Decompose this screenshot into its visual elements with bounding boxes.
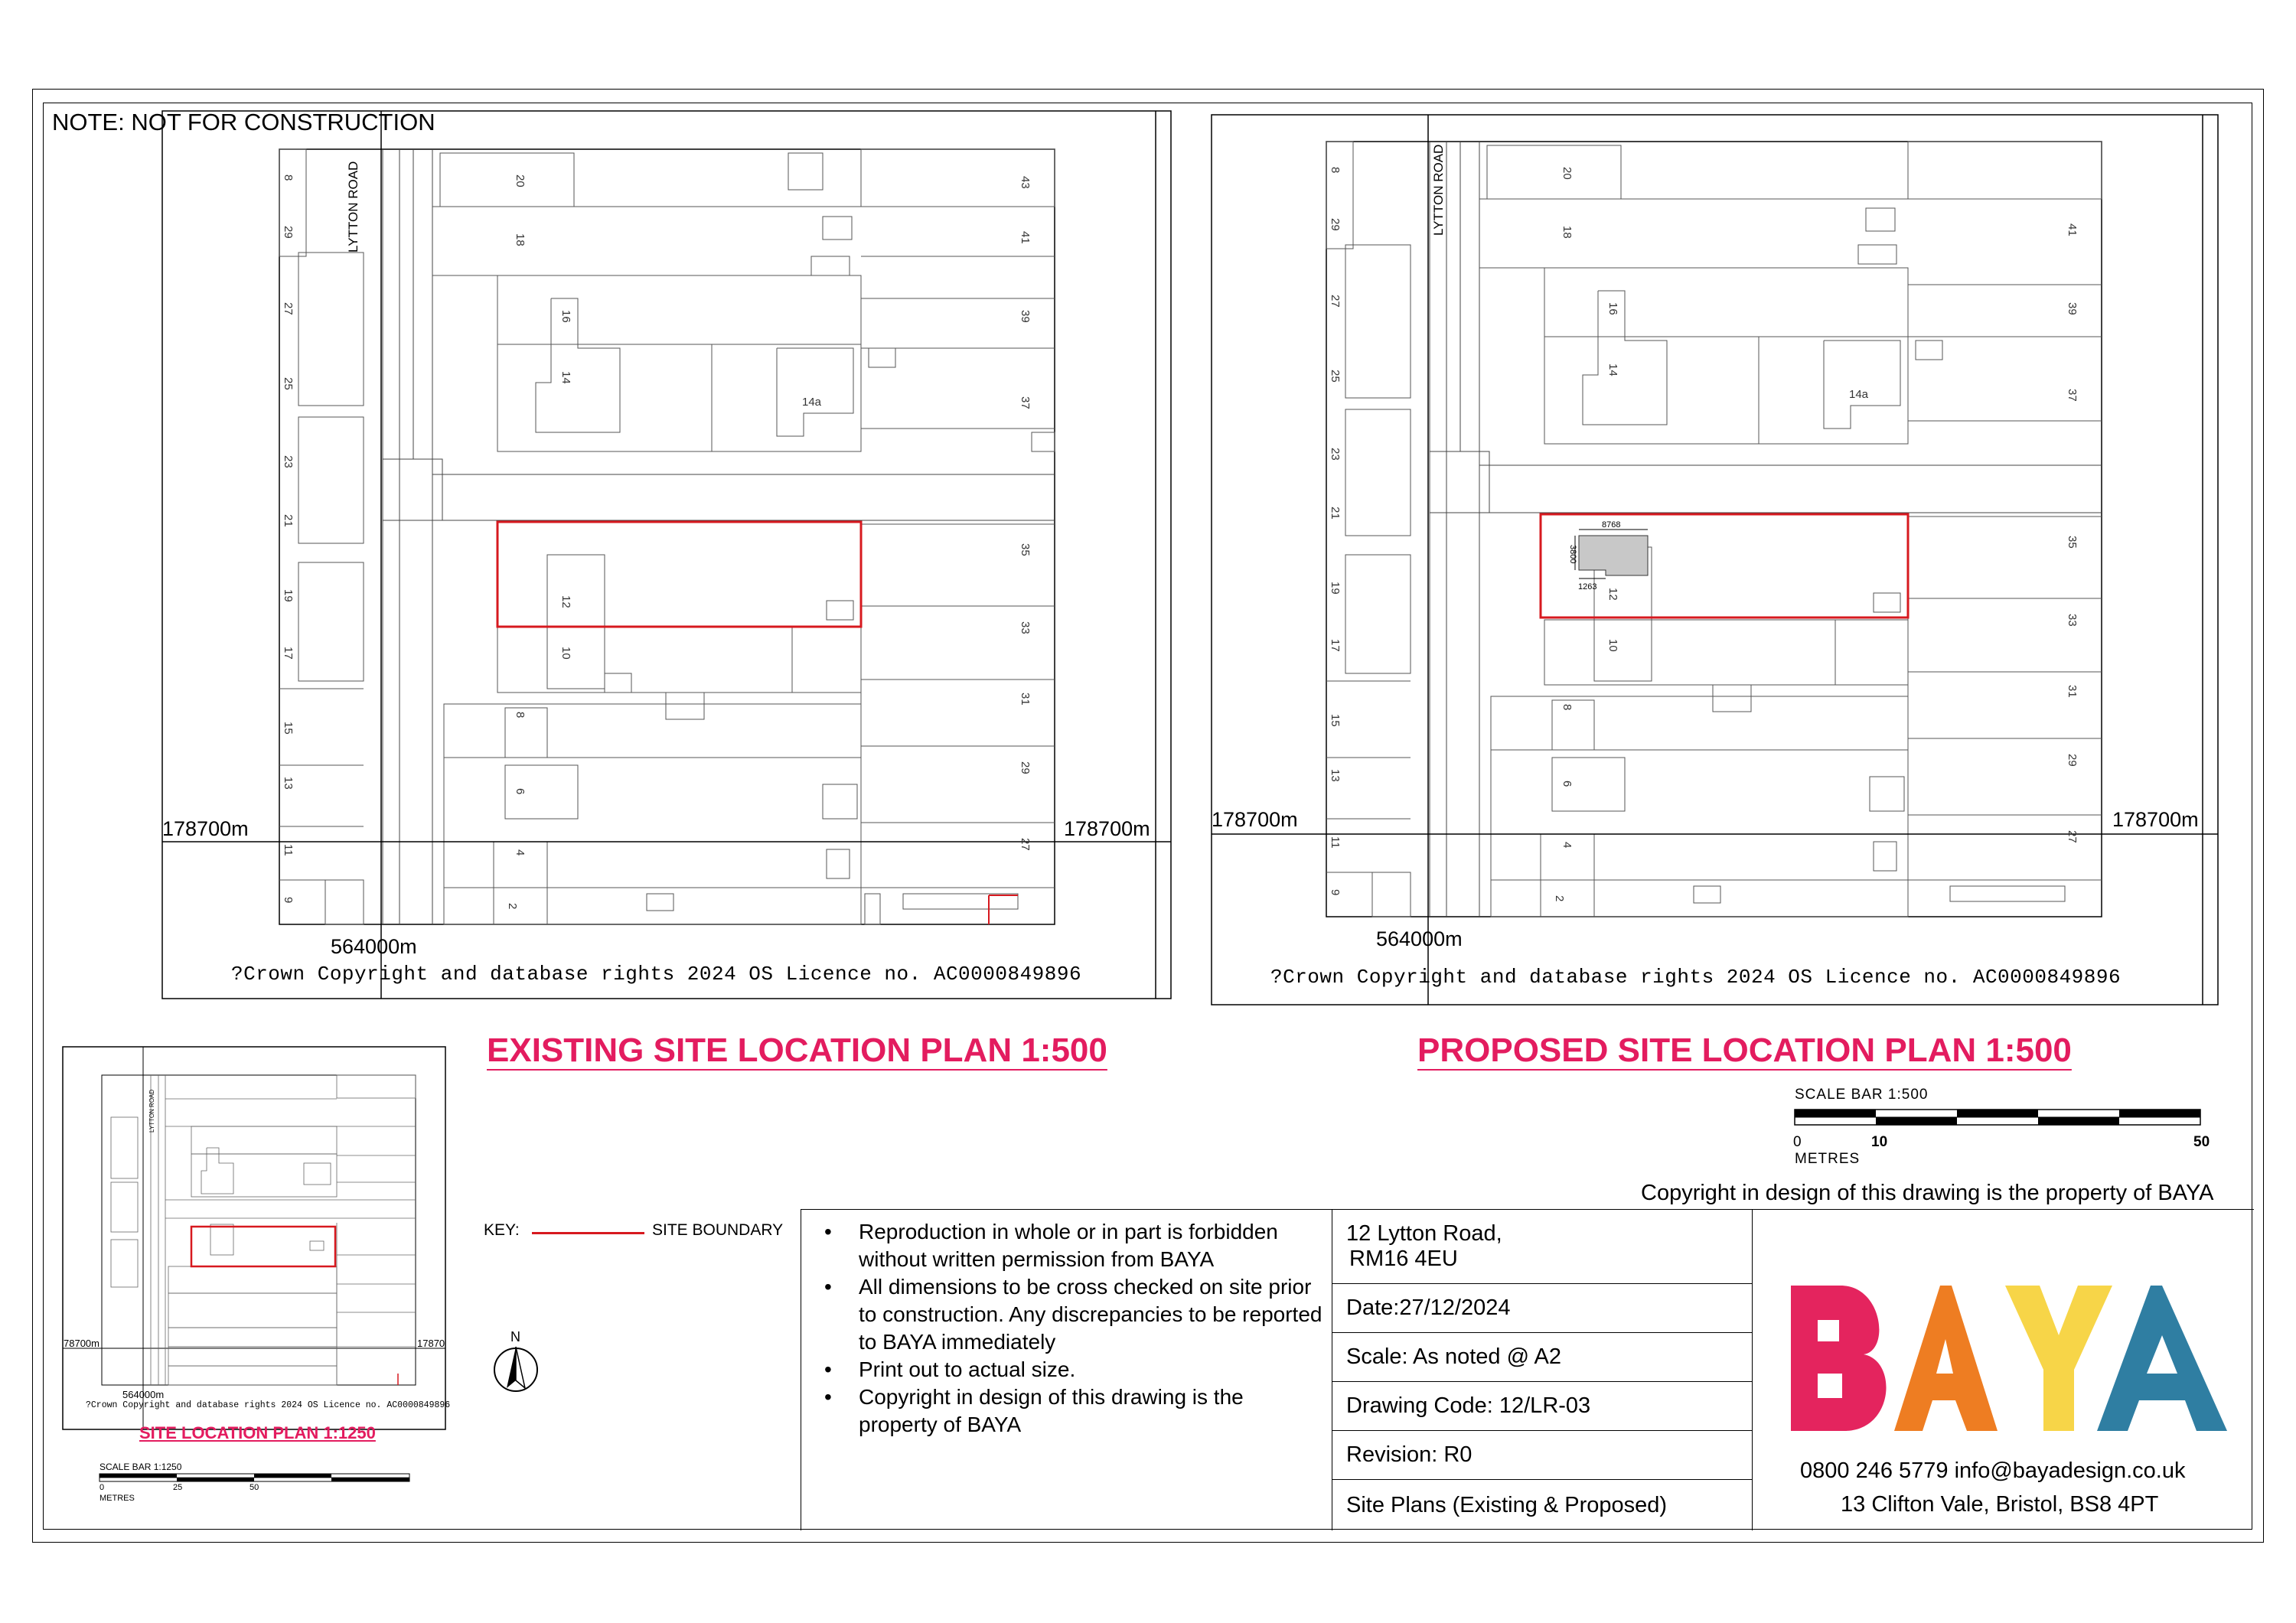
scale-bar-500-unit: METRES [1795,1151,1861,1167]
plot-label: 33 [2066,614,2079,627]
plot-label: 39 [2066,302,2079,315]
scale-bar-500-tick-10: 10 [1871,1134,1888,1150]
note-item: • Copyright in design of this drawing is the property of BAYA [805,1383,1326,1439]
plot-label: 41 [1019,231,1032,244]
plot-label: 33 [1019,621,1032,634]
plot-label: 6 [514,788,527,795]
plot-label: 27 [1019,838,1032,851]
proposed-easting: 564000m [1376,927,1463,950]
plot-label: 14 [1606,363,1619,376]
plot-label: 17 [282,647,295,660]
company-panel [1753,1209,2254,1530]
plot-label: 12 [1606,588,1619,601]
scale-bar-1250-unit: METRES [99,1494,135,1503]
address-cell [1332,1209,1752,1284]
overview-plan-title: SITE LOCATION PLAN 1:1250 [139,1423,376,1442]
plot-label: 4 [514,849,527,856]
proposed-plan-title: PROPOSED SITE LOCATION PLAN 1:500 [1417,1031,2072,1069]
plot-label: 25 [282,377,295,390]
plot-label: 13 [1329,769,1342,782]
plot-label: 16 [1606,302,1619,315]
overview-northing-right: 17870 [417,1338,445,1349]
plot-label: 31 [2066,685,2079,698]
plot-label: 37 [1019,396,1032,409]
plot-label: 10 [559,647,572,660]
plot-label: 2 [506,903,519,910]
plot-label: 17 [1329,639,1342,652]
company-address: 13 Clifton Vale, Bristol, BS8 4PT [1841,1492,2159,1517]
scale-bar-500-tick-50: 50 [2193,1134,2210,1150]
north-label: N [510,1329,520,1344]
plot-label: 20 [514,174,527,187]
plot-label: 18 [1561,226,1574,239]
plot-label: 43 [1019,176,1032,189]
existing-road-label: LYTTON ROAD [346,161,360,253]
scale-cell: Scale: As noted @ A2 [1332,1333,1752,1382]
plot-label: 39 [1019,310,1032,323]
note-item: • Reproduction in whole or in part is forbidden without written permission from BAYA [805,1218,1326,1273]
plot-label: 29 [1019,761,1032,774]
scale-bar-1250-tick-0: 0 [99,1483,105,1492]
address-line-2: RM16 4EU [1349,1246,1458,1271]
scale-bar-1250 [98,1462,419,1507]
key-site-boundary: SITE BOUNDARY [652,1221,784,1239]
key-label: KEY: [484,1221,520,1239]
baya-logo [1783,1278,2235,1439]
plot-label: 35 [2066,536,2079,549]
plot-label: 29 [2066,754,2079,767]
proposed-copyright: ?Crown Copyright and database rights 2024 OS Licence no. AC0000849896 [1270,966,2122,989]
plot-label: 27 [1329,295,1342,308]
plot-label: 8 [514,712,527,719]
logo-letter-b [1791,1286,1887,1431]
existing-copyright: ?Crown Copyright and database rights 2024 OS Licence no. AC0000849896 [231,963,1082,986]
plot-label: 14a [1849,388,1869,401]
plot-label: 15 [282,722,295,735]
plot-label: 37 [2066,389,2079,402]
overview-easting: 564000m [122,1389,165,1400]
plot-label: 10 [1606,639,1619,652]
plot-label: 19 [1329,582,1342,595]
plot-label: 6 [1561,781,1574,787]
plot-label: 29 [282,226,295,239]
logo-letter-y [2005,1286,2112,1431]
plot-label: 9 [1329,889,1342,896]
note-item: • Print out to actual size. [805,1356,1326,1383]
existing-easting: 564000m [331,935,417,958]
title-block-info [1332,1209,1753,1530]
scale-bar-1250-tick-25: 25 [173,1483,183,1492]
overview-northing-left: 78700m [64,1338,99,1349]
dimension-label: 8768 [1602,520,1621,530]
plot-label: 18 [514,233,527,246]
address-line-1: 12 Lytton Road, [1346,1221,1502,1246]
plot-label: 9 [282,897,295,904]
proposed-northing-left: 178700m [1212,808,1298,831]
overview-site-boundary [191,1227,335,1266]
date-cell: Date:27/12/2024 [1332,1284,1752,1333]
key-boundary-line [532,1232,644,1234]
dimension-label: 3800 [1568,545,1577,564]
scale-bar-500-tick-0: 0 [1793,1134,1802,1150]
construction-note: NOTE: NOT FOR CONSTRUCTION [52,109,435,135]
plot-label: 20 [1561,167,1574,180]
drawing-notes [805,1218,1326,1439]
plot-label: 23 [1329,448,1342,461]
overview-plan-drawing [0,0,459,1454]
scale-bar-1250-tick-50: 50 [249,1483,259,1492]
proposed-road-label: LYTTON ROAD [1431,144,1446,236]
plot-label: 13 [282,777,295,790]
plot-label: 21 [282,514,295,527]
existing-northing-left: 178700m [162,817,249,840]
plot-label: 15 [1329,714,1342,727]
plot-label: 35 [1019,543,1032,556]
plot-label: 27 [2066,830,2079,843]
plot-label: 8 [1329,167,1342,174]
plot-label: 25 [1329,370,1342,383]
revision-cell: Revision: R0 [1332,1431,1752,1480]
dimension-label: 1263 [1578,582,1597,592]
plot-label: 23 [282,455,295,468]
existing-northing-right: 178700m [1064,817,1150,840]
proposed-northing-right: 178700m [2112,808,2199,831]
plot-label: 11 [282,844,295,856]
plot-label: 12 [559,595,572,608]
plot-label: 16 [559,310,572,323]
overview-copyright: ?Crown Copyright and database rights 2024 OS Licence no. AC0000849896 [86,1400,451,1410]
plot-label: 41 [2066,223,2079,236]
plot-label: 29 [1329,218,1342,231]
overview-road-label: LYTTON ROAD [148,1089,155,1133]
drawing-title-cell: Site Plans (Existing & Proposed) [1346,1492,1668,1517]
north-arrow-icon [492,1345,540,1394]
scale-bar-1250-label: SCALE BAR 1:1250 [99,1462,182,1472]
note-item: • All dimensions to be cross checked on site prior to construction. Any discrepancies to be reported to BAYA immediately [805,1273,1326,1356]
plot-label: 8 [1561,704,1574,711]
plot-label: 4 [1561,842,1574,849]
scale-bar-500-graphic [1791,1108,2219,1139]
plot-label: 19 [282,589,295,602]
design-copyright-banner: Copyright in design of this drawing is the property of BAYA [1641,1181,2214,1205]
company-contact: 0800 246 5779 info@bayadesign.co.uk [1800,1458,2186,1483]
scale-bar-500-label: SCALE BAR 1:500 [1795,1087,1929,1103]
existing-plan-title: EXISTING SITE LOCATION PLAN 1:500 [487,1031,1107,1069]
plot-label: 14 [559,371,572,384]
scale-bar-500 [1791,1087,2219,1171]
plot-label: 27 [282,302,295,315]
plot-label: 11 [1329,836,1342,849]
plot-label: 21 [1329,507,1342,520]
plot-label: 2 [1553,895,1566,902]
drawing-code-cell: Drawing Code: 12/LR-03 [1332,1382,1752,1431]
plot-label: 31 [1019,693,1032,706]
plot-label: 8 [282,174,295,181]
plot-label: 14a [802,396,822,409]
